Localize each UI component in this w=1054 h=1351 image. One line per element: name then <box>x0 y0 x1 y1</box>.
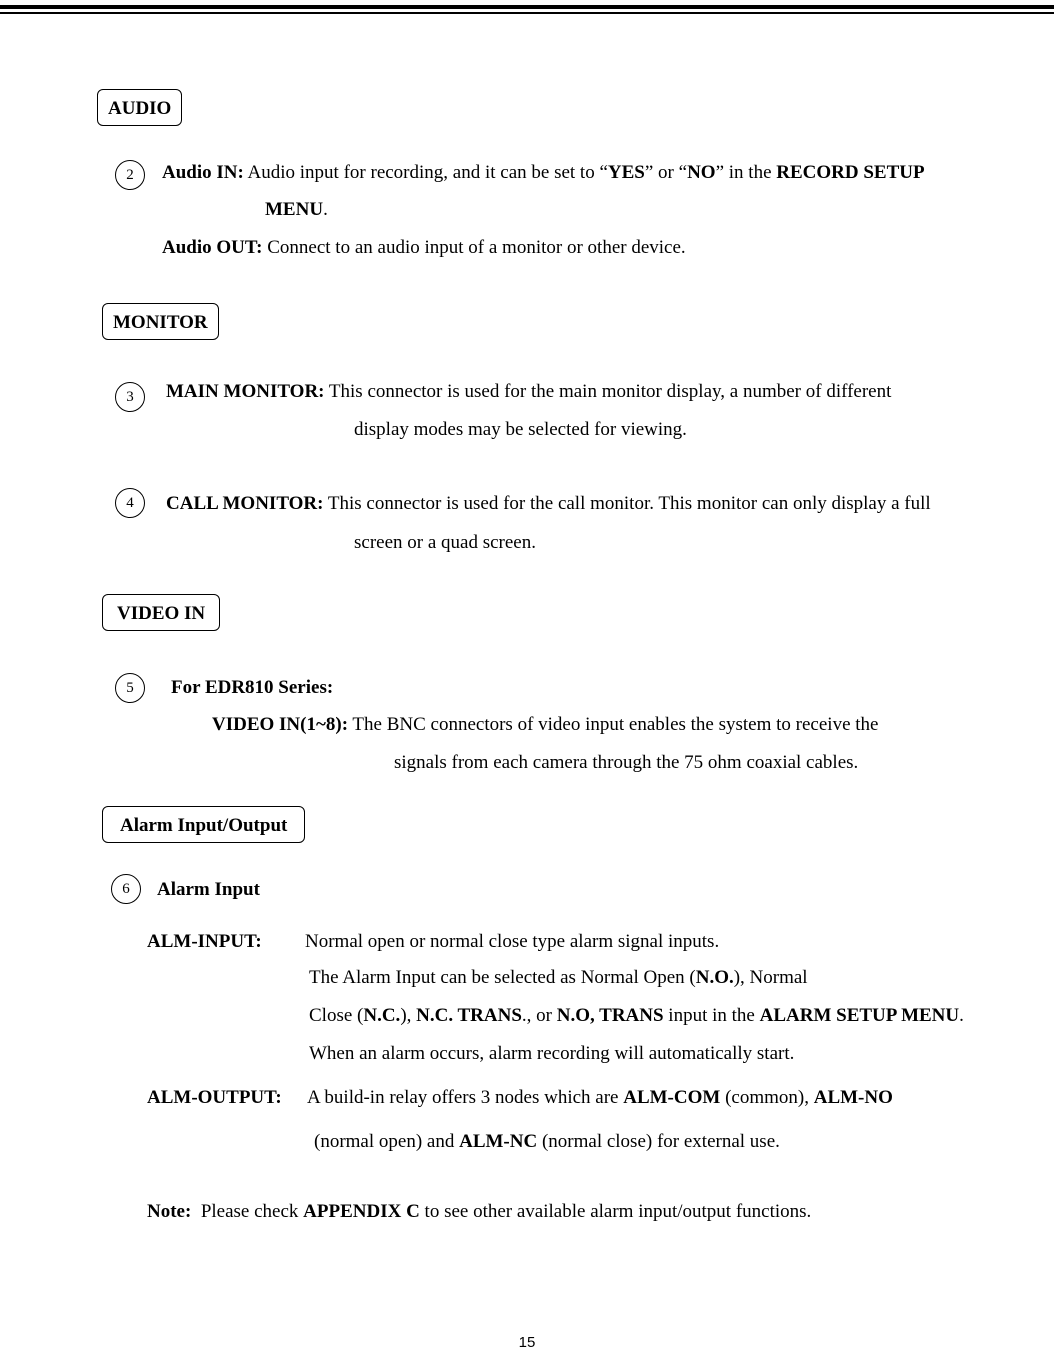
audio-out-label: Audio OUT: <box>162 237 263 258</box>
main-monitor-line-2: display modes may be selected for viewing. <box>354 419 687 440</box>
alm-output-label: ALM-OUTPUT: <box>147 1087 282 1108</box>
callout-4: 4 <box>115 488 145 518</box>
alm-input-label: ALM-INPUT: <box>147 931 262 952</box>
callout-3: 3 <box>115 382 145 412</box>
callout-5: 5 <box>115 673 145 703</box>
alarm-input-heading: Alarm Input <box>157 879 260 900</box>
video-in-label: VIDEO IN(1~8): <box>212 714 349 735</box>
video-in-line-2: signals from each camera through the 75 ohm coaxial cables. <box>394 752 859 773</box>
alm-input-line-1: Normal open or normal close type alarm signal inputs. <box>305 931 720 952</box>
alm-output-line-1: A build-in relay offers 3 nodes which are ALM-COM (common), ALM-NO <box>307 1087 893 1108</box>
alm-input-line-3: Close (N.C.), N.C. TRANS., or N.O, TRANS input in the ALARM SETUP MENU. <box>309 1005 964 1026</box>
alm-input-line-2: The Alarm Input can be selected as Normal Open (N.O.), Normal <box>309 967 808 988</box>
callout-6: 6 <box>111 874 141 904</box>
alm-output-line-2: (normal open) and ALM-NC (normal close) for external use. <box>314 1131 780 1152</box>
call-monitor-line-2: screen or a quad screen. <box>354 532 536 553</box>
header-rule-thick <box>0 5 1054 9</box>
video-series-heading: For EDR810 Series: <box>171 677 334 698</box>
section-audio: AUDIO <box>97 89 182 126</box>
call-monitor-line: CALL MONITOR: This connector is used for the call monitor. This monitor can only display a full <box>166 493 931 514</box>
section-video-in: VIDEO IN <box>102 594 220 631</box>
audio-in-line-2: MENU. <box>265 199 328 220</box>
main-monitor-label: MAIN MONITOR: <box>166 381 325 402</box>
audio-in-line: Audio IN: Audio input for recording, and it can be set to “YES” or “NO” in the RECORD SETUP <box>162 162 925 183</box>
header-rule-thin <box>0 12 1054 14</box>
section-monitor: MONITOR <box>102 303 219 340</box>
alm-input-line-4: When an alarm occurs, alarm recording will automatically start. <box>309 1043 795 1064</box>
note-line: Note: Please check APPENDIX C to see other available alarm input/output functions. <box>147 1201 812 1222</box>
video-in-line: VIDEO IN(1~8): The BNC connectors of video input enables the system to receive the <box>212 714 879 735</box>
main-monitor-line: MAIN MONITOR: This connector is used for the main monitor display, a number of different <box>166 381 892 402</box>
audio-in-label: Audio IN: <box>162 162 244 183</box>
audio-out-line: Audio OUT: Connect to an audio input of a monitor or other device. <box>162 237 686 258</box>
page-number: 15 <box>518 1334 536 1351</box>
call-monitor-label: CALL MONITOR: <box>166 493 324 514</box>
section-alarm: Alarm Input/Output <box>102 806 305 843</box>
note-label: Note: <box>147 1201 192 1222</box>
callout-2: 2 <box>115 160 145 190</box>
